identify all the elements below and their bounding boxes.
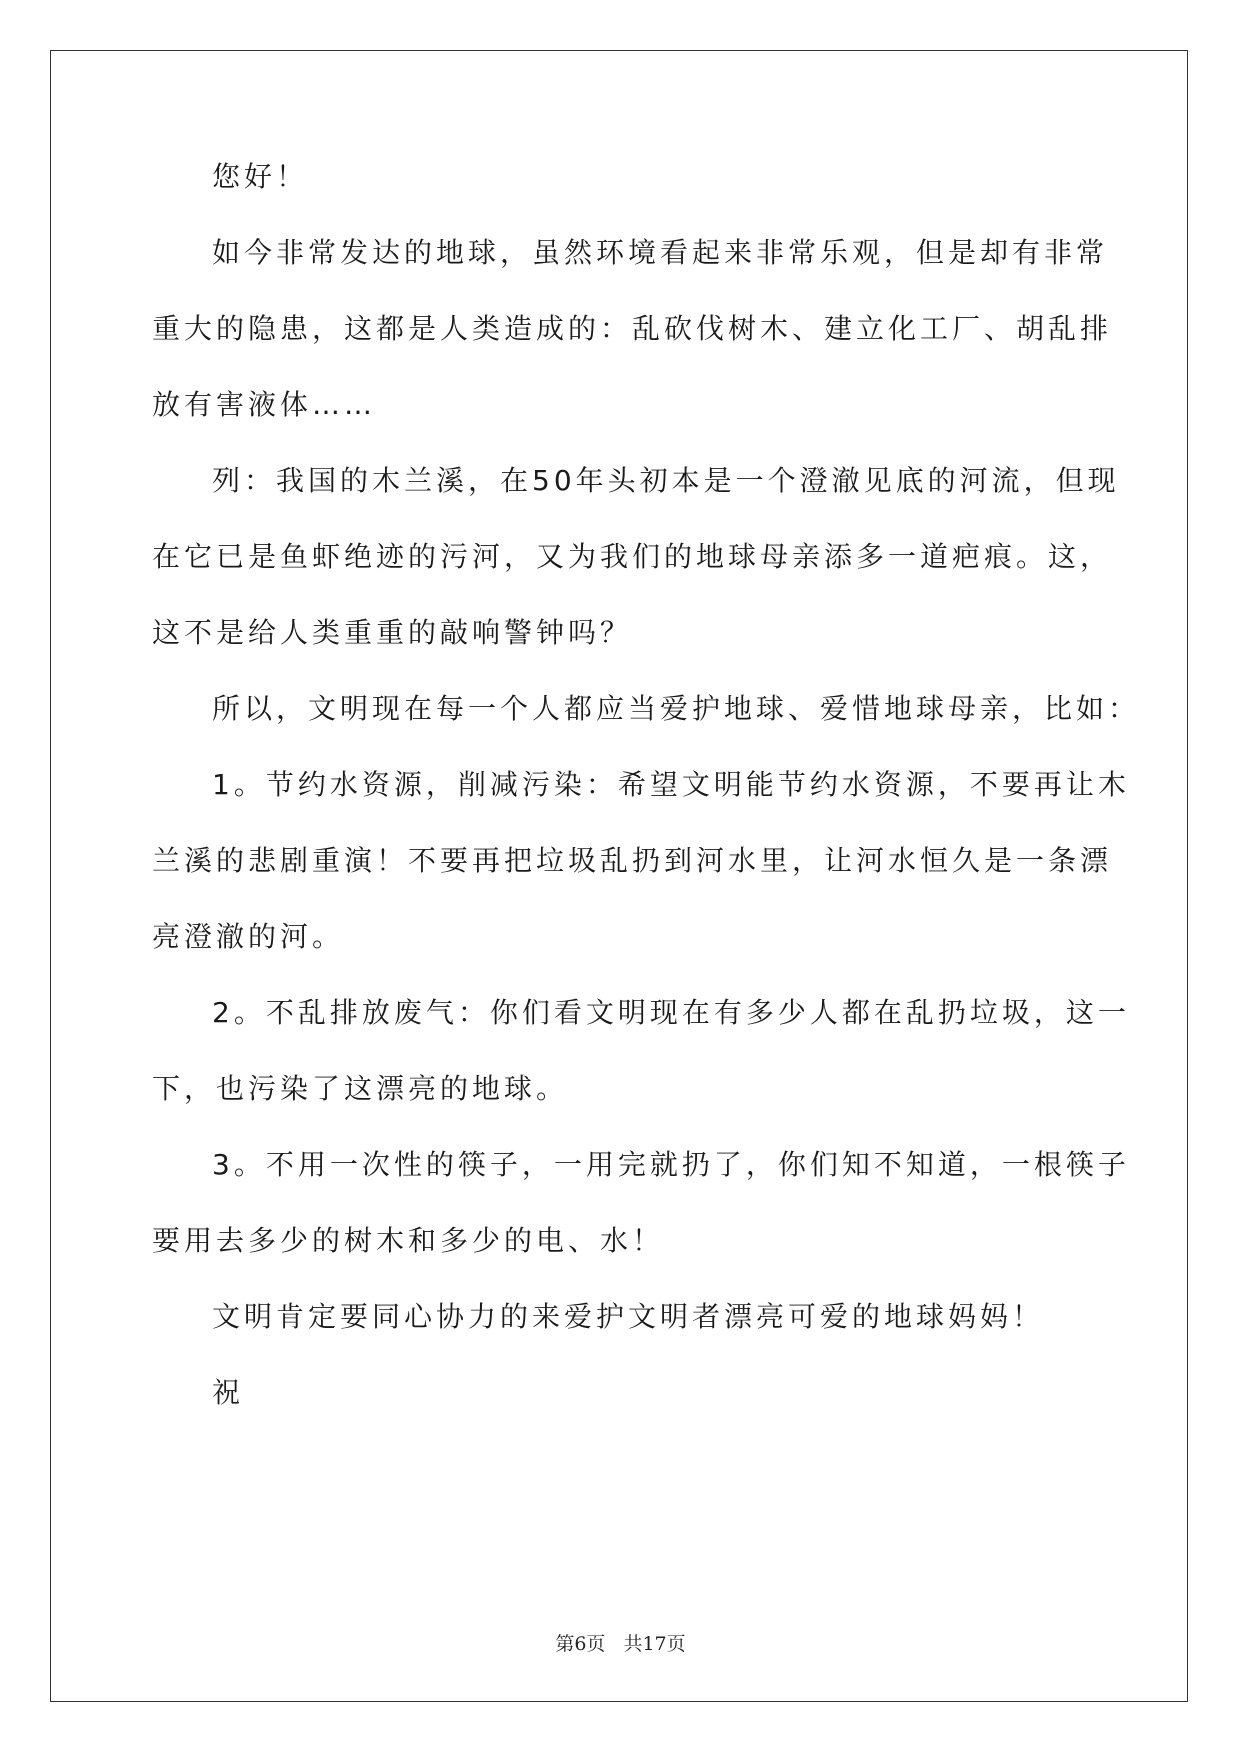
paragraph-line: 文明肯定要同心协力的来爱护文明者漂亮可爱的地球妈妈！ <box>212 1300 1045 1333</box>
list-item-line: 下，也污染了这漂亮的地球。 <box>152 1072 569 1105</box>
paragraph-line: 如今非常发达的地球，虽然环境看起来非常乐观，但是却有非常 <box>212 236 1109 269</box>
paragraph-line: 列：我国的木兰溪，在50年头初本是一个澄澈见底的河流，但现 <box>212 464 1120 497</box>
list-item-line: 2。不乱排放废气：你们看文明现在有多少人都在乱扔垃圾，这一 <box>212 996 1130 1029</box>
paragraph-line: 放有害液体…… <box>152 388 377 421</box>
page-total: 共17页 <box>623 1633 686 1655</box>
page-number: 第6页 <box>555 1633 606 1655</box>
closing-line: 祝 <box>212 1376 245 1409</box>
list-item-line: 3。不用一次性的筷子，一用完就扔了，你们知不知道，一根筷子 <box>212 1148 1130 1181</box>
list-item-line: 兰溪的悲剧重演！不要再把垃圾乱扔到河水里，让河水恒久是一条漂 <box>152 844 1113 877</box>
paragraph-line: 重大的隐患，这都是人类造成的：乱砍伐树木、建立化工厂、胡乱排 <box>152 312 1113 345</box>
greeting-line: 您好！ <box>212 160 309 193</box>
list-item-line: 亮澄澈的河。 <box>152 920 345 953</box>
page-footer <box>0 1632 1241 1656</box>
list-item-line: 1。节约水资源，削减污染：希望文明能节约水资源，不要再让木 <box>212 768 1130 801</box>
paragraph-line: 这不是给人类重重的敲响警钟吗？ <box>152 616 633 649</box>
paragraph-line: 所以，文明现在每一个人都应当爱护地球、爱惜地球母亲，比如： <box>212 692 1141 725</box>
paragraph-line: 在它已是鱼虾绝迹的污河，又为我们的地球母亲添多一道疤痕。这， <box>152 540 1113 573</box>
list-item-line: 要用去多少的树木和多少的电、水！ <box>152 1224 665 1257</box>
